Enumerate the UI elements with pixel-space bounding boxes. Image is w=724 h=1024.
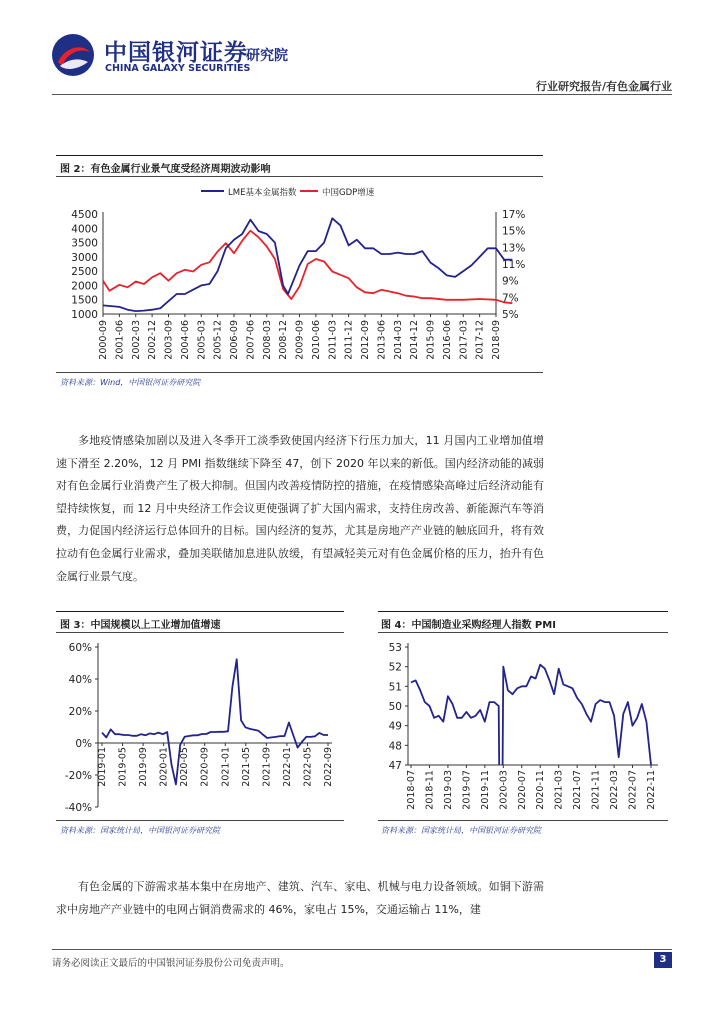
y-right-tick-label: 15%	[502, 225, 526, 238]
y-right-tick-label: 17%	[502, 209, 526, 221]
x-tick-label: 2008-03	[261, 320, 273, 360]
x-tick-label: 2021-07	[572, 770, 584, 810]
y-tick-label: 47	[388, 760, 402, 772]
x-tick-label: 2006-09	[229, 320, 240, 360]
y-right-tick-label: 13%	[502, 242, 526, 255]
x-tick-label: 2015-09	[425, 320, 437, 360]
fig2-chart	[56, 178, 543, 370]
y-right-tick-label: 7%	[502, 292, 519, 305]
y-left-tick-label: 1500	[71, 294, 98, 307]
logo-text-cn: 中国银河证券	[104, 40, 248, 66]
y-tick-label: -20%	[64, 770, 92, 782]
x-tick-label: 2013-06	[376, 320, 388, 360]
x-tick-label: 2005-03	[196, 320, 208, 360]
x-tick-label: 2022-07	[627, 770, 639, 810]
x-tick-label: 2019-05	[117, 747, 129, 787]
x-tick-label: 2021-11	[590, 770, 602, 810]
x-tick-label: 2011-12	[343, 320, 355, 360]
x-tick-label: 2022-01	[281, 747, 293, 787]
logo-text-en: CHINA GALAXY SECURITIES	[105, 63, 251, 74]
y-left-tick-label: 3000	[71, 251, 98, 264]
x-tick-label: 2021-03	[553, 770, 565, 810]
series-line-gdp	[103, 231, 512, 304]
report-category: 行业研究报告/有色金属行业	[535, 80, 672, 93]
x-tick-label: 2022-09	[323, 747, 334, 787]
x-tick-label: 2002-12	[147, 320, 159, 360]
y-left-tick-label: 2500	[71, 266, 98, 279]
x-tick-label: 2014-03	[392, 320, 404, 360]
x-tick-label: 2020-07	[516, 770, 528, 810]
legend-label-lme: LME基本金属指数	[228, 188, 297, 198]
fig3-chart	[56, 636, 344, 816]
x-tick-label: 2002-03	[130, 320, 142, 360]
x-tick-label: 2021-05	[240, 747, 252, 787]
y-left-tick-label: 1000	[71, 309, 98, 321]
page-number: 3	[654, 952, 672, 968]
fig4-title: 图 4：中国制造业采购经理人指数 PMI	[381, 620, 556, 631]
footer-divider	[52, 949, 672, 950]
x-tick-label: 2017-12	[474, 320, 486, 360]
y-left-tick-label: 4500	[71, 209, 98, 221]
x-tick-label: 2019-03	[442, 770, 454, 810]
y-right-tick-label: 11%	[502, 259, 526, 271]
x-tick-label: 2020-01	[158, 747, 170, 787]
legend-label-gdp: 中国GDP增速	[322, 188, 375, 198]
fig3-title-rule	[56, 632, 344, 633]
y-right-tick-label: 9%	[502, 275, 519, 288]
x-tick-label: 2000-09	[98, 320, 109, 360]
series-line-iva	[102, 659, 328, 784]
y-tick-label: 53	[388, 642, 402, 654]
body-paragraph-1: 多地疫情感染加剧以及进入冬季开工淡季致使国内经济下行压力加大，11 月国内工业增加值增速下滑至 2.20%，12 月 PMI 指数继续下降至 47，创下 2020 年以来的新低。国内经济动能的减弱对有色金属行业消费产生了极大抑制。但国内改善疫情防控的措施，在疫情感染高峰过后经济动能有望持续恢复，而 12 月中央经济工作会议更使强调了扩大国内需求，支持住房改善、新能源汽车等消费，力促国内经济运行总体回升的目标。国内经济的复苏，尤其是房地产产业链的触底回升，将有效拉动有色金属行业需求，叠加美联储加息进队放缓，有望减轻美元对有色金属价格的压力，抬升有色金属行业景气度。	[56, 434, 544, 583]
x-tick-label: 2021-09	[261, 747, 273, 787]
x-tick-label: 2019-11	[479, 770, 491, 810]
fig2-bottom-rule	[56, 372, 543, 373]
y-tick-label: 60%	[68, 642, 92, 654]
x-tick-label: 2004-06	[179, 320, 191, 360]
y-left-tick-label: 2000	[71, 280, 98, 293]
x-tick-label: 2007-06	[245, 320, 257, 360]
y-right-tick-label: 5%	[502, 309, 519, 321]
x-tick-label: 2005-12	[212, 320, 224, 360]
y-tick-label: 50	[388, 701, 402, 713]
y-tick-label: -40%	[64, 802, 92, 814]
fig3-title: 图 3：中国规模以上工业增加值增速	[60, 620, 221, 631]
y-tick-label: 0%	[75, 738, 92, 750]
fig4-top-rule	[378, 611, 668, 612]
logo-icon	[50, 32, 96, 78]
fig4-chart	[378, 636, 668, 816]
y-left-tick-label: 3500	[71, 237, 98, 250]
x-tick-label: 2022-11	[646, 770, 657, 810]
fig2-title: 图 2：有色金属行业景气度受经济周期波动影响	[60, 164, 271, 175]
x-tick-label: 2020-11	[535, 770, 547, 810]
x-tick-label: 2017-03	[458, 320, 470, 360]
x-tick-label: 2001-06	[114, 320, 126, 360]
fig2-top-rule	[56, 155, 543, 156]
fig2-source: 资料来源：Wind，中国银河证券研究院	[60, 378, 201, 387]
x-tick-label: 2011-03	[327, 320, 339, 360]
x-tick-label: 2018-09	[491, 320, 502, 360]
x-tick-label: 2009-09	[294, 320, 306, 360]
y-tick-label: 49	[388, 720, 402, 733]
y-left-tick-label: 4000	[71, 223, 98, 236]
x-tick-label: 2016-06	[441, 320, 453, 360]
x-tick-label: 2003-09	[163, 320, 175, 360]
x-tick-label: 2014-12	[409, 320, 421, 360]
x-tick-label: 2020-09	[199, 747, 211, 787]
fig3-bottom-rule	[56, 820, 344, 821]
x-tick-label: 2022-03	[609, 770, 621, 810]
x-tick-label: 2008-12	[278, 320, 290, 360]
x-tick-label: 2021-01	[220, 747, 232, 787]
y-tick-label: 40%	[68, 674, 92, 686]
fig4-bottom-rule	[378, 820, 668, 821]
fig3-source: 资料来源：国家统计局，中国银河证券研究院	[60, 826, 220, 835]
footer-disclaimer: 请务必阅读正文最后的中国银河证券股份公司免责声明。	[52, 958, 290, 969]
y-tick-label: 51	[388, 681, 402, 694]
x-tick-label: 2019-09	[138, 747, 150, 787]
x-tick-label: 2020-05	[179, 747, 191, 787]
logo-institute: 研究院	[246, 48, 288, 64]
y-tick-label: 20%	[68, 706, 92, 718]
y-tick-label: 52	[388, 661, 402, 674]
x-tick-label: 2012-09	[360, 320, 371, 360]
fig4-title-rule	[378, 632, 668, 633]
x-tick-label: 2019-07	[461, 770, 473, 810]
body-paragraph-2: 有色金属的下游需求基本集中在房地产、建筑、汽车、家电、机械与电力设备领域。如铜下游需求中房地产产业链中的电网占铜消费需求的 46%，家电占 15%，交通运输占 11%，建	[56, 880, 544, 916]
x-tick-label: 2018-11	[424, 770, 436, 810]
header-divider	[52, 94, 672, 95]
x-tick-label: 2018-07	[406, 770, 417, 810]
x-tick-label: 2020-03	[498, 770, 510, 810]
x-tick-label: 2022-05	[302, 747, 314, 787]
x-tick-label: 2010-06	[310, 320, 322, 360]
fig4-source: 资料来源：国家统计局，中国银河证券研究院	[381, 826, 541, 835]
fig3-top-rule	[56, 611, 344, 612]
fig2-title-rule	[56, 176, 543, 177]
x-tick-label: 2019-01	[97, 747, 108, 787]
y-tick-label: 48	[388, 740, 402, 753]
